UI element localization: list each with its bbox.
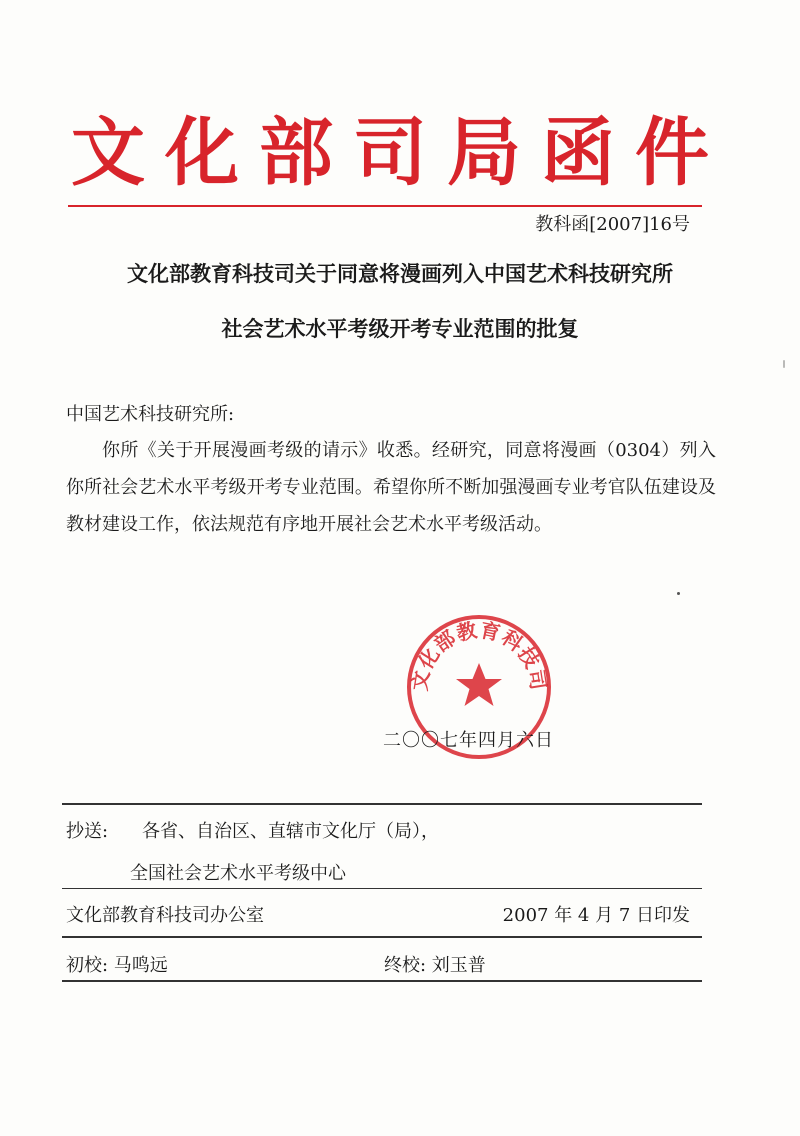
first-proofreader: 初校: 马鸣远 bbox=[66, 955, 168, 976]
addressee: 中国艺术科技研究所: bbox=[66, 404, 235, 425]
cc-recipients-line-2: 全国社会艺术水平考级中心 bbox=[130, 863, 346, 884]
letter-body bbox=[66, 432, 716, 543]
footer-top-rule bbox=[62, 803, 702, 805]
document-number: 教科函[2007]16号 bbox=[535, 214, 690, 235]
footer-divider-2 bbox=[62, 936, 702, 938]
scan-speck bbox=[677, 592, 680, 595]
cc-label: 抄送: bbox=[66, 821, 109, 842]
star-icon bbox=[456, 663, 502, 706]
issuing-office: 文化部教育科技司办公室 bbox=[66, 905, 264, 926]
footer-bottom-rule bbox=[62, 980, 702, 982]
letter-paragraph: 你所《关于开展漫画考级的请示》收悉。经研究，同意将漫画（0304）列入你所社会艺术水平考级开考专业范围。希望你所不断加强漫画专业考官队伍建设及教材建设工作，依法规范有序地开展社会艺术水平考级活动。 bbox=[66, 440, 716, 535]
letter-date: 二〇〇七年四月六日 bbox=[383, 730, 554, 751]
document-title-line-1: 文化部教育科技司关于同意将漫画列入中国艺术科技研究所 bbox=[127, 262, 673, 286]
masthead-title: 文化部司局函件 bbox=[71, 110, 729, 196]
svg-text:文化部教育科技司: 文化部教育科技司 bbox=[407, 617, 551, 693]
footer-divider bbox=[62, 888, 702, 889]
masthead-red-rule bbox=[68, 205, 702, 207]
scan-speck bbox=[783, 360, 785, 368]
final-proofreader: 终校: 刘玉普 bbox=[384, 955, 486, 976]
issue-date: 2007 年 4 月 7 日印发 bbox=[502, 905, 690, 926]
document-title-line-2: 社会艺术水平考级开考专业范围的批复 bbox=[221, 317, 579, 341]
cc-recipients-line-1: 各省、自治区、直辖市文化厅（局）， bbox=[142, 821, 439, 842]
